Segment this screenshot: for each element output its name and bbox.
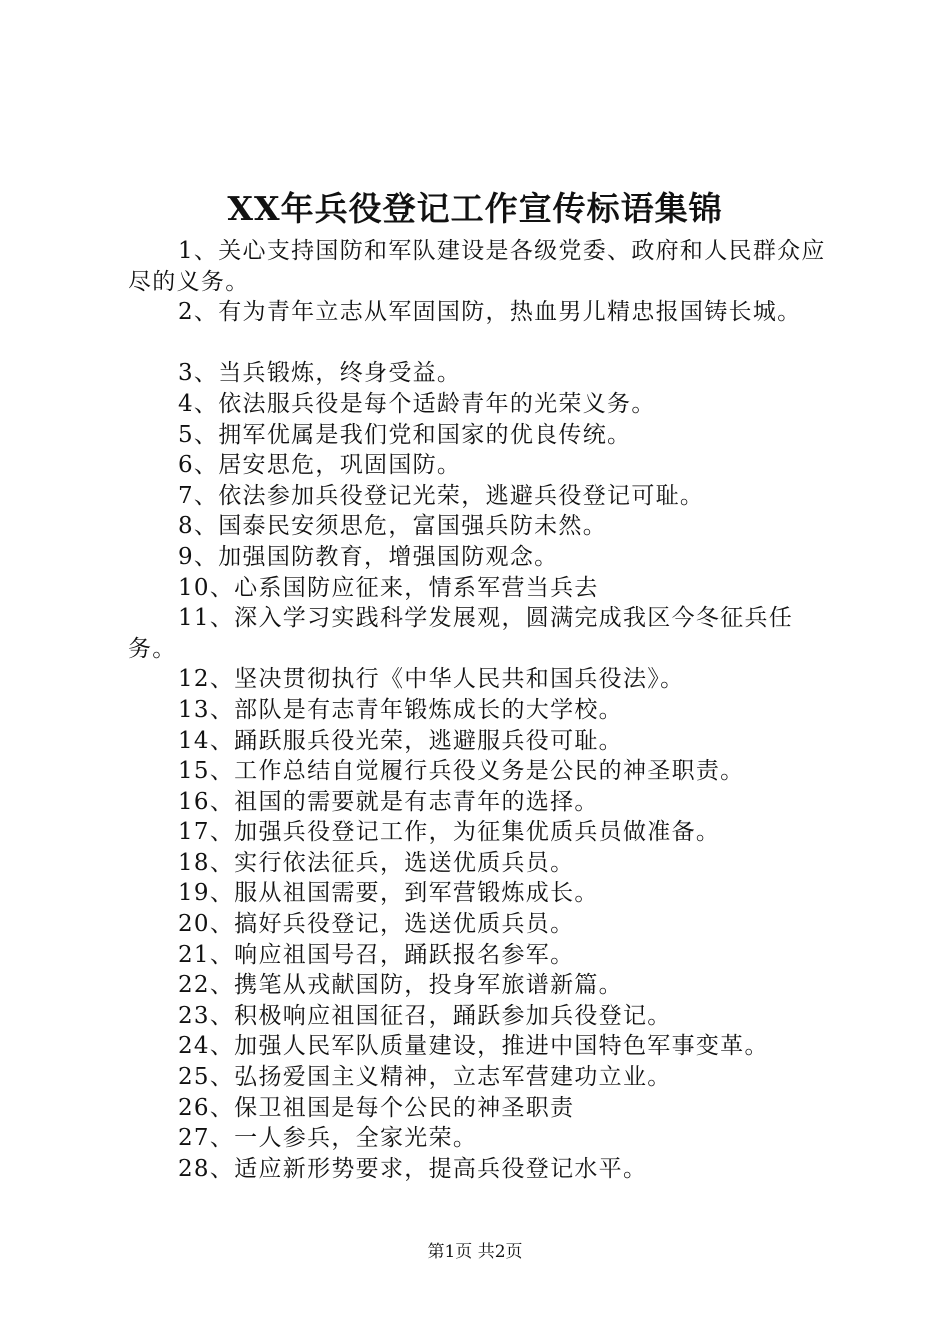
paragraph-2: 2、有为青年立志从军固国防，热血男儿精忠报国铸长城。 [178, 299, 802, 326]
paragraph-6: 6、居安思危，巩固国防。 [178, 452, 462, 479]
page-footer: 第1页 共2页 [427, 1242, 523, 1262]
paragraph-13: 13、部队是有志青年锻炼成长的大学校。 [178, 696, 623, 723]
paragraph-12: 12、坚决贯彻执行《中华人民共和国兵役法》。 [178, 666, 685, 693]
paragraph-21: 21、响应祖国号召，踊跃报名参军。 [178, 941, 575, 968]
paragraph-23: 23、积极响应祖国征召，踊跃参加兵役登记。 [178, 1002, 672, 1029]
paragraph-8: 8、国泰民安须思危，富国强兵防未然。 [178, 513, 608, 540]
paragraph-17: 17、加强兵役登记工作，为征集优质兵员做准备。 [178, 819, 721, 846]
paragraph-5: 5、拥军优属是我们党和国家的优良传统。 [178, 421, 632, 448]
paragraph-9: 9、加强国防教育，增强国防观念。 [178, 543, 559, 570]
paragraph-18: 18、实行依法征兵，选送优质兵员。 [178, 849, 575, 876]
document-title: XX年兵役登记工作宣传标语集锦 [227, 189, 723, 228]
paragraph-10: 10、心系国防应征来，情系军营当兵去 [178, 574, 599, 601]
paragraph-3: 3、当兵锻炼，终身受益。 [178, 360, 462, 387]
paragraph-27: 27、一人参兵，全家光荣。 [178, 1125, 478, 1152]
paragraph-4: 4、依法服兵役是每个适龄青年的光荣义务。 [178, 390, 656, 417]
paragraph-11: 11、深入学习实践科学发展观，圆满完成我区今冬征兵任务。 [128, 605, 794, 662]
paragraph-16: 16、祖国的需要就是有志青年的选择。 [178, 788, 599, 815]
paragraph-20: 20、搞好兵役登记，选送优质兵员。 [178, 911, 575, 938]
paragraph-25: 25、弘扬爱国主义精神，立志军营建功立业。 [178, 1064, 672, 1091]
paragraph-7: 7、依法参加兵役登记光荣，逃避兵役登记可耻。 [178, 482, 705, 509]
paragraph-22: 22、携笔从戎献国防，投身军旅谱新篇。 [178, 972, 623, 999]
paragraph-1: 1、关心支持国防和军队建设是各级党委、政府和人民群众应尽的义务。 [128, 238, 826, 295]
document-body [128, 236, 838, 1184]
paragraph-26: 26、保卫祖国是每个公民的神圣职责 [178, 1094, 575, 1121]
paragraph-14: 14、踊跃服兵役光荣，逃避服兵役可耻。 [178, 727, 623, 754]
paragraph-19: 19、服从祖国需要，到军营锻炼成长。 [178, 880, 599, 907]
paragraph-24: 24、加强人民军队质量建设，推进中国特色军事变革。 [178, 1033, 769, 1060]
paragraph-15: 15、工作总结自觉履行兵役义务是公民的神圣职责。 [178, 758, 745, 785]
paragraph-28: 28、适应新形势要求，提高兵役登记水平。 [178, 1155, 648, 1182]
